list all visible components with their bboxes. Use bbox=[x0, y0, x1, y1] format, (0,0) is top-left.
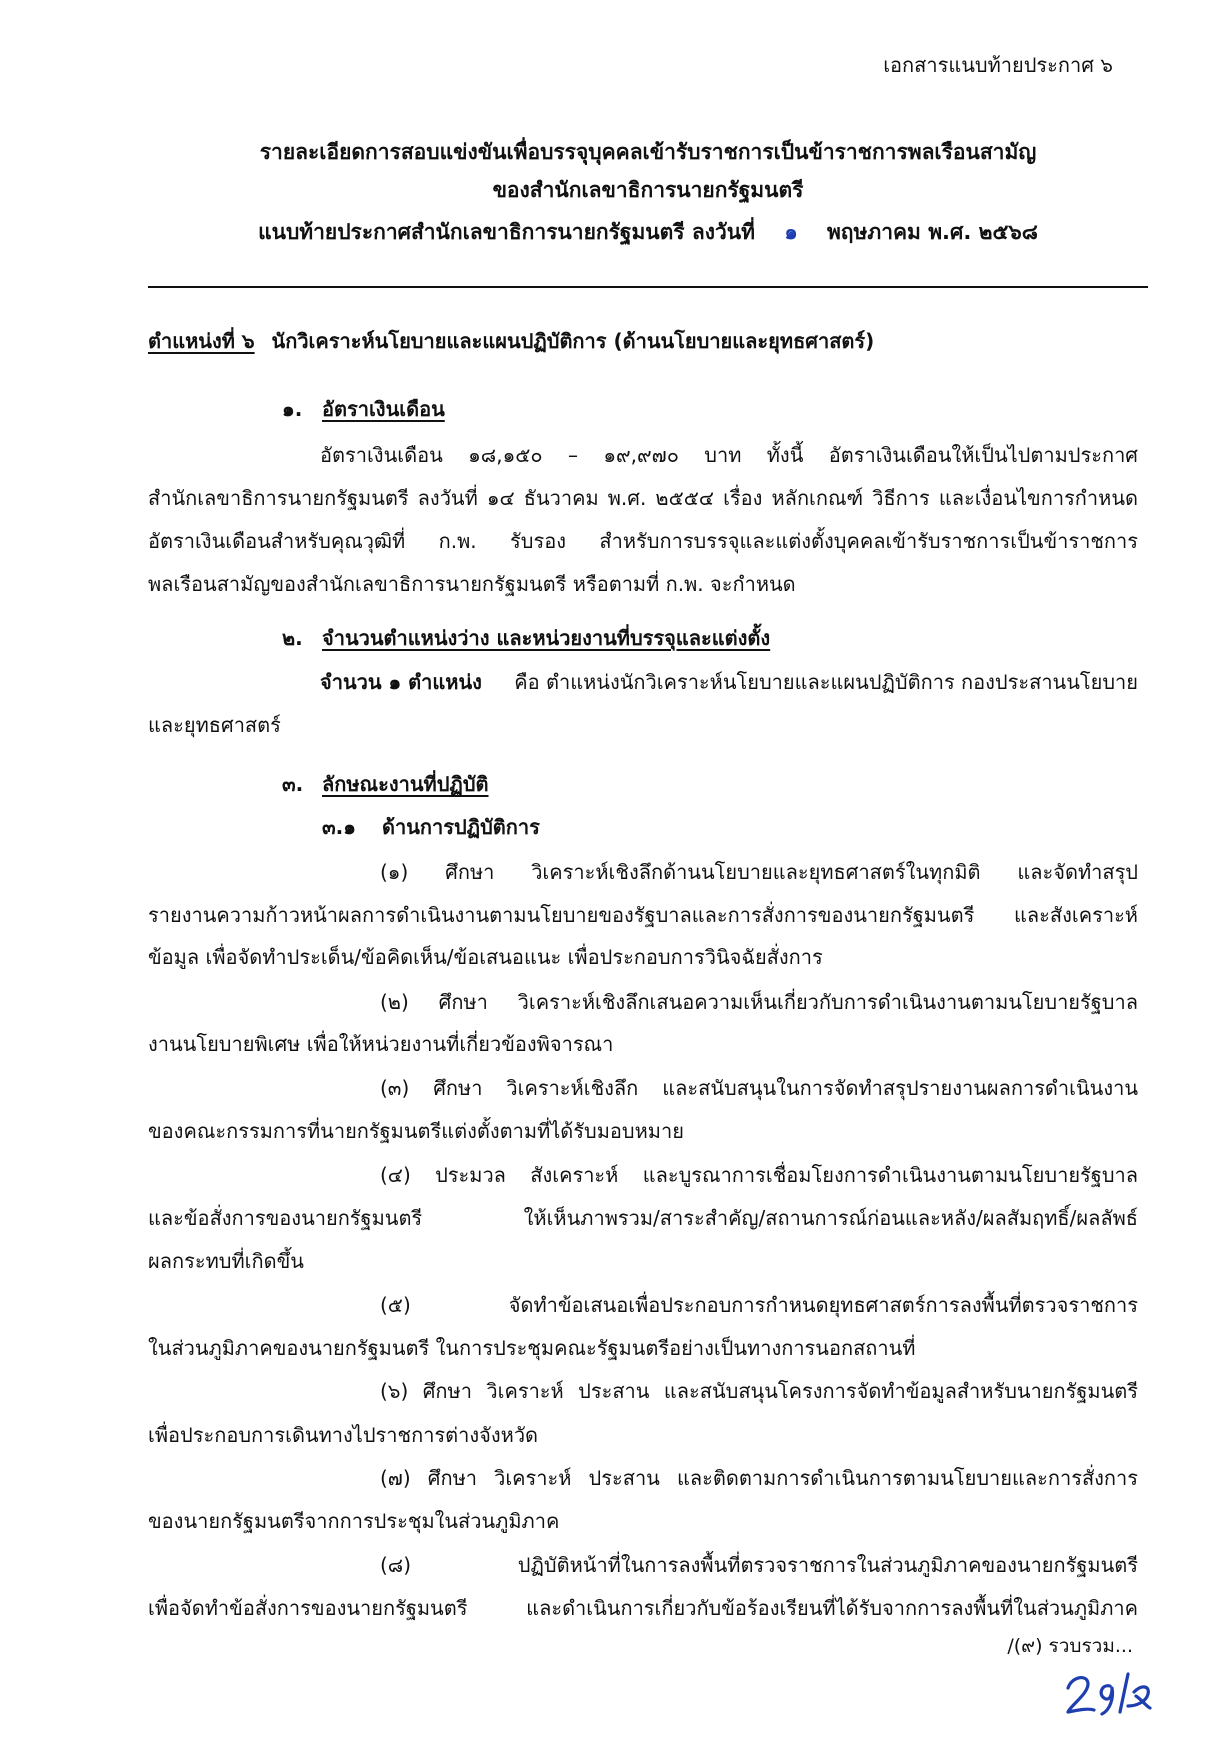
continuation-note: /(๙) รวบรวม... bbox=[1007, 1635, 1133, 1657]
section-2-bold-lead: จำนวน ๑ ตำแหน่ง bbox=[320, 670, 482, 694]
section-2-line-1 bbox=[320, 672, 1138, 692]
duty-item-2-line-1: (๒) ศึกษา วิเคราะห์เชิงลึกเสนอความเห็นเกี่ยวกับการดำเนินงานตามนโยบายรัฐบาล bbox=[380, 990, 1138, 1014]
section-3-heading: ลักษณะงานที่ปฏิบัติ bbox=[322, 772, 489, 796]
section-1-number: ๑. bbox=[282, 397, 303, 421]
title-date-day: ๑ bbox=[784, 220, 798, 244]
section-1-line-3: อัตราเงินเดือนสำหรับคุณวุฒิที่ ก.พ. รับรอง สำหรับการบรรจุและแต่งตั้งบุคคลเข้ารับราชการเป็นข้าราชการ bbox=[148, 529, 1138, 553]
signature-initials bbox=[1062, 1666, 1152, 1722]
section-2-line-2: และยุทธศาสตร์ bbox=[148, 713, 281, 737]
duty-item-3-line-2: ของคณะกรรมการที่นายกรัฐมนตรีแต่งตั้งตามที่ได้รับมอบหมาย bbox=[148, 1119, 684, 1143]
duty-item-6-line-1: (๖) ศึกษา วิเคราะห์ ประสาน และสนับสนุนโครงการจัดทำข้อมูลสำหรับนายกรัฐมนตรี bbox=[380, 1379, 1138, 1403]
section-1-line-1: อัตราเงินเดือน ๑๘,๑๕๐ – ๑๙,๙๗๐ บาท ทั้งนี้ อัตราเงินเดือนให้เป็นไปตามประกาศ bbox=[320, 443, 1138, 467]
duty-item-4-line-3: ผลกระทบที่เกิดขึ้น bbox=[148, 1249, 304, 1273]
title-announcement: แนบท้ายประกาศสำนักเลขาธิการนายกรัฐมนตรี ลงวันที่ bbox=[258, 220, 755, 244]
duty-item-2-line-2: งานนโยบายพิเศษ เพื่อให้หน่วยงานที่เกี่ยวข้องพิจารณา bbox=[148, 1032, 614, 1056]
section-3-1-number: ๓.๑ bbox=[322, 815, 356, 839]
section-2-heading: จำนวนตำแหน่งว่าง และหน่วยงานที่บรรจุและแต่งตั้ง bbox=[322, 626, 771, 650]
position-label: ตำแหน่งที่ ๖ bbox=[148, 329, 255, 353]
document-label: เอกสารแนบท้ายประกาศ ๖ bbox=[883, 53, 1113, 77]
title-date-month-year: พฤษภาคม พ.ศ. ๒๕๖๘ bbox=[826, 220, 1038, 244]
section-3-1-heading: ด้านการปฏิบัติการ bbox=[382, 815, 540, 839]
section-3-number: ๓. bbox=[282, 772, 304, 796]
duty-item-4-line-1: (๔) ประมวล สังเคราะห์ และบูรณาการเชื่อมโยงการดำเนินงานตามนโยบายรัฐบาล bbox=[380, 1163, 1138, 1187]
section-1-line-2: สำนักเลขาธิการนายกรัฐมนตรี ลงวันที่ ๑๔ ธันวาคม พ.ศ. ๒๕๕๔ เรื่อง หลักเกณฑ์ วิธีการ และเงื่อนไขการกำหนด bbox=[148, 486, 1138, 510]
duty-item-4-line-2: และข้อสั่งการของนายกรัฐมนตรี ให้เห็นภาพรวม/สาระสำคัญ/สถานการณ์ก่อนและหลัง/ผลสัมฤทธิ์/ผลลัพธ์ bbox=[148, 1206, 1138, 1230]
position-heading bbox=[148, 331, 874, 351]
duty-item-1-line-1: (๑) ศึกษา วิเคราะห์เชิงลึกด้านนโยบายและยุทธศาสตร์ในทุกมิติ และจัดทำสรุป bbox=[380, 860, 1138, 884]
section-1-heading: อัตราเงินเดือน bbox=[322, 397, 445, 421]
duty-item-1-line-3: ข้อมูล เพื่อจัดทำประเด็น/ข้อคิดเห็น/ข้อเสนอแนะ เพื่อประกอบการวินิจฉัยสั่งการ bbox=[148, 945, 823, 969]
duty-item-1-line-2: รายงานความก้าวหน้าผลการดำเนินงานตามนโยบายของรัฐบาลและการสั่งการของนายกรัฐมนตรี และสังเคราะห์ bbox=[148, 903, 1138, 927]
section-2-line-1-rest: คือ ตำแหน่งนักวิเคราะห์นโยบายและแผนปฏิบัติการ กองประสานนโยบาย bbox=[514, 670, 1138, 694]
duty-item-7-line-2: ของนายกรัฐมนตรีจากการประชุมในส่วนภูมิภาค bbox=[148, 1509, 560, 1533]
duty-item-3-line-1: (๓) ศึกษา วิเคราะห์เชิงลึก และสนับสนุนในการจัดทำสรุปรายงานผลการดำเนินงาน bbox=[380, 1076, 1138, 1100]
position-name: นักวิเคราะห์นโยบายและแผนปฏิบัติการ (ด้านนโยบายและยุทธศาสตร์) bbox=[271, 329, 875, 353]
duty-item-6-line-2: เพื่อประกอบการเดินทางไปราชการต่างจังหวัด bbox=[148, 1423, 539, 1447]
section-2-number: ๒. bbox=[282, 626, 303, 650]
section-1-line-4: พลเรือนสามัญของสำนักเลขาธิการนายกรัฐมนตรี หรือตามที่ ก.พ. จะกำหนด bbox=[148, 572, 796, 596]
duty-item-8-line-2: เพื่อจัดทำข้อสั่งการของนายกรัฐมนตรี และดำเนินการเกี่ยวกับข้อร้องเรียนที่ได้รับจากการลงพื้นที่ในส่วนภูมิภาค bbox=[148, 1596, 1138, 1620]
duty-item-5-line-1: (๕) จัดทำข้อเสนอเพื่อประกอบการกำหนดยุทธศาสตร์การลงพื้นที่ตรวจราชการ bbox=[380, 1293, 1138, 1317]
title-line-3 bbox=[148, 222, 1148, 243]
divider bbox=[148, 286, 1148, 288]
duty-item-8-line-1: (๘) ปฏิบัติหน้าที่ในการลงพื้นที่ตรวจราชการในส่วนภูมิภาคของนายกรัฐมนตรี bbox=[380, 1553, 1138, 1577]
duty-item-7-line-1: (๗) ศึกษา วิเคราะห์ ประสาน และติดตามการดำเนินการตามนโยบายและการสั่งการ bbox=[380, 1466, 1138, 1490]
title-line-1: รายละเอียดการสอบแข่งขันเพื่อบรรจุบุคคลเข้ารับราชการเป็นข้าราชการพลเรือนสามัญ bbox=[259, 140, 1037, 164]
title-line-2: ของสำนักเลขาธิการนายกรัฐมนตรี bbox=[492, 178, 804, 202]
duty-item-5-line-2: ในส่วนภูมิภาคของนายกรัฐมนตรี ในการประชุมคณะรัฐมนตรีอย่างเป็นทางการนอกสถานที่ bbox=[148, 1336, 916, 1360]
